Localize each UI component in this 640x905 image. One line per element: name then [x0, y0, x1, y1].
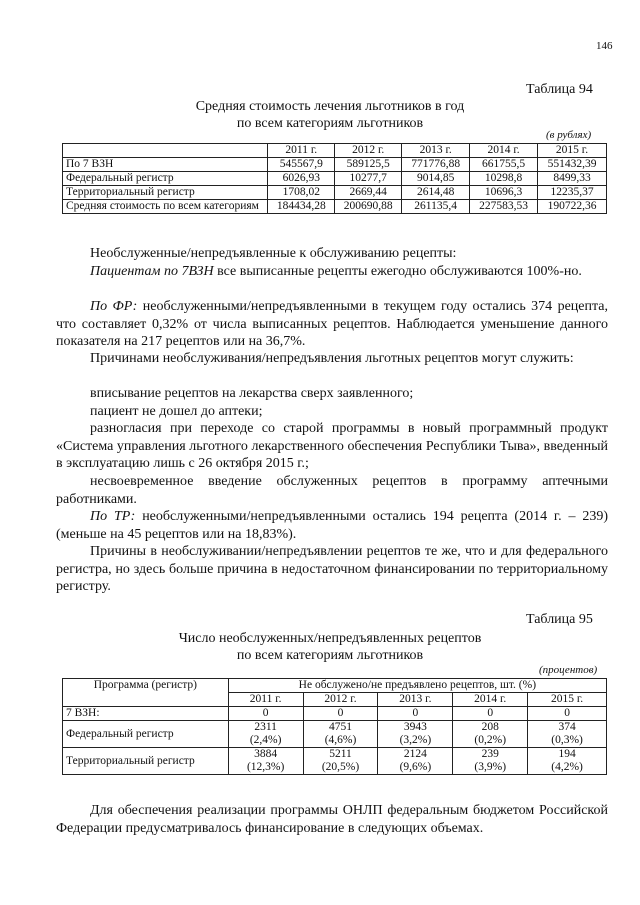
table94-header-row [63, 144, 607, 158]
row-label: 7 ВЗН: [63, 707, 229, 721]
cell: 10696,3 [470, 186, 538, 200]
paragraph-7vzn-lead: Пациентам по 7ВЗН [90, 264, 214, 279]
row-label: Территориальный регистр [63, 186, 268, 200]
cell: 2669,44 [335, 186, 402, 200]
cell [378, 748, 453, 775]
table95-col-group: Не обслужено/не предъявлено рецептов, шт. (%) [228, 679, 606, 693]
paragraph-tr-body: необслуженными/непредъявленными остались 194 рецепта (2014 г. – 239) (меньше на 45 рецептов или на 18,83%). [56, 509, 608, 542]
table-row [63, 748, 607, 775]
cell: 9014,85 [402, 172, 470, 186]
cell: 12235,37 [538, 186, 607, 200]
paragraph-tr-reasons: Причины в необслуживании/непредъявлении рецептов те же, что и для федерального регистра, но здесь больше причина в недостаточном финансировании по территориальному регистру. [56, 544, 608, 594]
cell: 661755,5 [470, 158, 538, 172]
table95-title-line1: Число необслуженных/непредъявленных рецептов [178, 631, 482, 646]
cell [228, 748, 303, 775]
table94-corner [63, 144, 268, 158]
cell: 200690,88 [335, 200, 402, 214]
paragraph-fr-body: необслуженными/непредъявленными в текущем году остались 374 рецепта, что составляет 0,32% от числа выписанных рецептов. Наблюдается уменьшение данного показателя на 217 рецептов или на 36,7%. [56, 299, 608, 349]
cell: 0 [528, 707, 607, 721]
cell-count: 4751 [329, 721, 353, 733]
cell: 771776,88 [402, 158, 470, 172]
paragraph-tr-lead: По ТР: [90, 509, 136, 524]
cell [453, 721, 528, 748]
table95-title-line2: по всем категориям льготников [236, 648, 424, 663]
table94-unit: (в рублях) [546, 129, 592, 141]
table95-year: 2013 г. [378, 693, 453, 707]
row-label: Средняя стоимость по всем категориям [63, 200, 268, 214]
table95 [62, 678, 607, 775]
paragraph-7vzn [56, 263, 608, 281]
cell: 589125,5 [335, 158, 402, 172]
cell: 2614,48 [402, 186, 470, 200]
table95-year: 2015 г. [528, 693, 607, 707]
paragraph-reason-1: вписывание рецептов на лекарства сверх заявленного; [90, 386, 414, 401]
cell: 261135,4 [402, 200, 470, 214]
cell-percent: (3,2%) [399, 734, 432, 746]
cell-percent: (0,3%) [551, 734, 583, 746]
table95-header-row [63, 679, 607, 693]
table-row [63, 721, 607, 748]
cell: 8499,33 [538, 172, 607, 186]
cell-count: 5211 [329, 748, 352, 760]
table94-year: 2014 г. [470, 144, 538, 158]
table95-year: 2011 г. [228, 693, 303, 707]
table94-title-line1: Средняя стоимость лечения льготников в год [195, 99, 465, 114]
cell [378, 721, 453, 748]
table95-year: 2014 г. [453, 693, 528, 707]
cell-count: 194 [558, 748, 576, 760]
table94-year: 2011 г. [268, 144, 335, 158]
cell [453, 748, 528, 775]
cell-percent: (0,2%) [474, 734, 507, 746]
table95-unit: (процентов) [539, 664, 598, 676]
cell: 227583,53 [470, 200, 538, 214]
page-number: 146 [596, 40, 613, 52]
cell-percent: (2,4%) [249, 734, 282, 746]
cell [228, 721, 303, 748]
cell [528, 721, 607, 748]
cell: 0 [378, 707, 453, 721]
cell: 0 [453, 707, 528, 721]
cell: 190722,36 [538, 200, 607, 214]
paragraph-intro: Необслуженные/непредъявленные к обслуживанию рецепты: [90, 246, 457, 261]
paragraph-reason-4: несвоевременное введение обслуженных рецептов в программу аптечными работниками. [56, 474, 608, 507]
table95-caption: Таблица 95 [526, 612, 593, 627]
cell: 10277,7 [335, 172, 402, 186]
cell-count: 3943 [403, 721, 427, 733]
table94-year: 2012 г. [335, 144, 402, 158]
table94-year: 2015 г. [538, 144, 607, 158]
cell-percent: (9,6%) [399, 761, 432, 773]
cell-count: 2124 [403, 748, 427, 760]
paragraph-fr [56, 298, 608, 351]
cell: 6026,93 [268, 172, 335, 186]
cell [528, 748, 607, 775]
cell: 1708,02 [268, 186, 335, 200]
cell-percent: (12,3%) [246, 761, 285, 773]
cell-count: 2311 [254, 721, 277, 733]
paragraph-fr-lead: По ФР: [90, 299, 138, 314]
cell-percent: (4,2%) [551, 761, 583, 773]
cell-count: 208 [481, 721, 499, 733]
table-row [63, 707, 607, 721]
table-row [63, 158, 607, 172]
paragraph-reason-3: разногласия при переходе со старой программы в новый программный продукт «Система управления льготного лекарственного обеспечения Республики Тыва», введенный в эксплуатацию лишь с 26 октября 2015 г.; [56, 421, 608, 471]
table95-col-program: Программа (регистр) [63, 679, 229, 707]
cell: 10298,8 [470, 172, 538, 186]
row-label: Федеральный регистр [63, 721, 229, 748]
table95-year: 2012 г. [303, 693, 378, 707]
row-label: По 7 ВЗН [63, 158, 268, 172]
cell: 184434,28 [268, 200, 335, 214]
cell [303, 748, 378, 775]
table94-year: 2013 г. [402, 144, 470, 158]
cell-percent: (4,6%) [324, 734, 357, 746]
paragraph-tr [56, 508, 608, 543]
cell [303, 721, 378, 748]
table-row [63, 172, 607, 186]
cell-percent: (3,9%) [474, 761, 507, 773]
cell: 0 [228, 707, 303, 721]
paragraph-reasons: Причинами необслуживания/непредъявления льготных рецептов могут служить: [90, 351, 574, 366]
cell-count: 3884 [254, 748, 278, 760]
paragraph-funding: Для обеспечения реализации программы ОНЛП федеральным бюджетом Российской Федерации предусматривалось финансирование в следующих объемах. [56, 803, 608, 836]
table-row [63, 200, 607, 214]
paragraph-7vzn-body: все выписанные рецепты ежегодно обслуживаются 100%-но. [213, 264, 582, 279]
table94-title [60, 98, 600, 132]
cell: 545567,9 [268, 158, 335, 172]
table94-title-line2: по всем категориям льготников [236, 116, 424, 131]
row-label: Федеральный регистр [63, 172, 268, 186]
table95-title [60, 630, 600, 664]
cell-count: 374 [558, 721, 576, 733]
cell-percent: (20,5%) [321, 761, 360, 773]
cell-count: 239 [481, 748, 499, 760]
paragraph-reason-2: пациент не дошел до аптеки; [90, 404, 263, 419]
table94 [62, 143, 607, 214]
cell: 551432,39 [538, 158, 607, 172]
cell: 0 [303, 707, 378, 721]
table-row [63, 186, 607, 200]
table94-caption: Таблица 94 [526, 82, 593, 97]
row-label: Территориальный регистр [63, 748, 229, 775]
